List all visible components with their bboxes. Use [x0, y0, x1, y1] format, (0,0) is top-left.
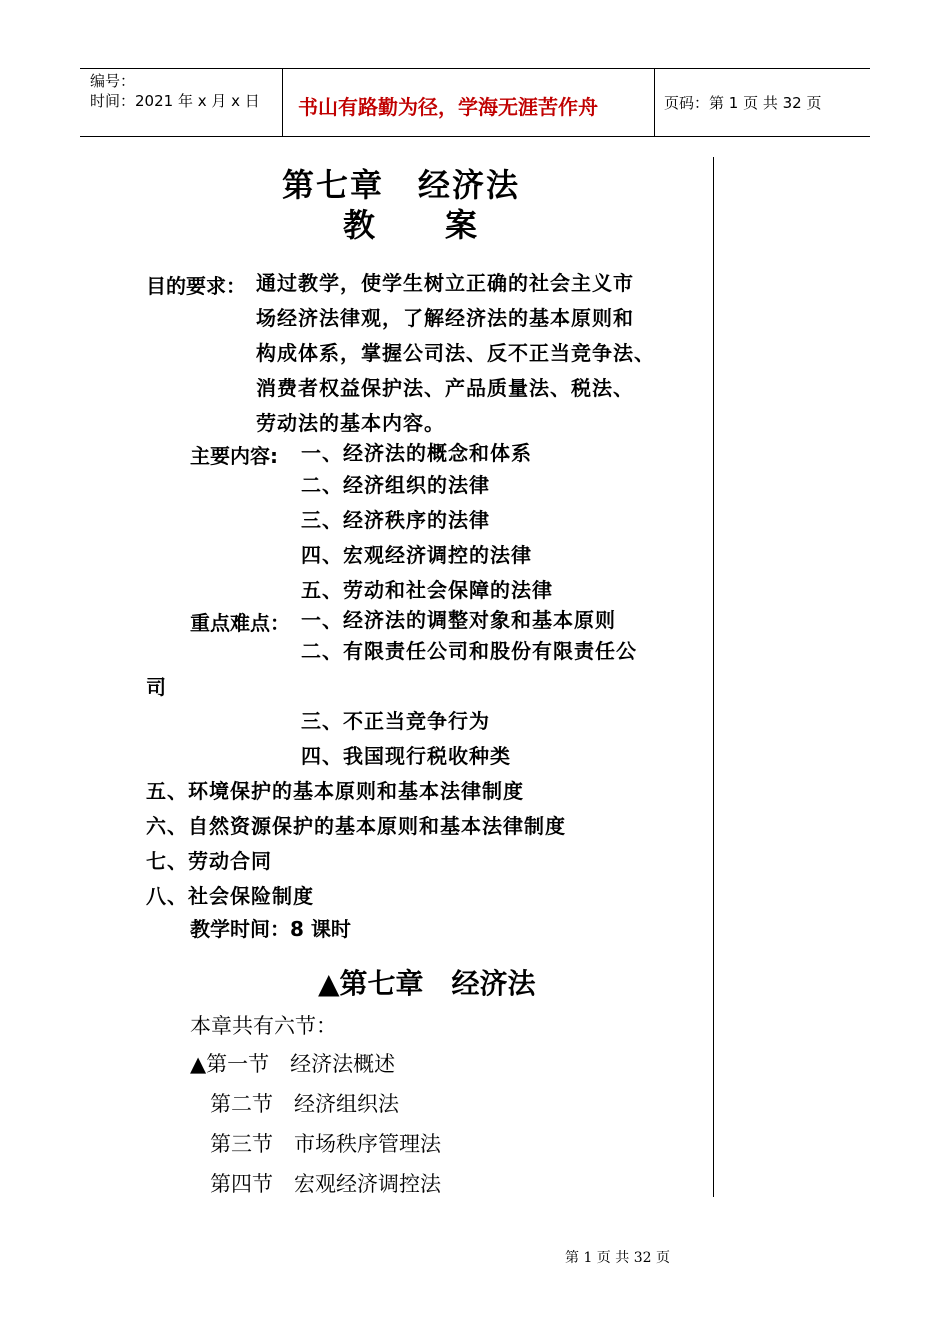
section-item: 第四节 宏观经济调控法 — [210, 1172, 441, 1196]
section-item: ▲第一节 经济法概述 — [190, 1052, 396, 1076]
objectives-label: 目的要求： — [146, 274, 246, 298]
page-footer: 第 1 页 共 32 页 — [565, 1250, 670, 1266]
key-point-item: 二、有限责任公司和股份有限责任公 — [301, 639, 637, 663]
header-top-rule — [80, 68, 870, 69]
objectives-line: 通过教学，使学生树立正确的社会主义市 — [256, 271, 634, 295]
sections-intro: 本章共有六节： — [190, 1014, 337, 1038]
main-content-item: 二、经济组织的法律 — [301, 473, 490, 497]
page-title: 第七章 经济法 — [282, 166, 521, 204]
teaching-time: 教学时间：8 课时 — [190, 917, 351, 941]
page-info: 页码：第 1 页 共 32 页 — [664, 94, 822, 112]
number-label: 编号： — [90, 72, 136, 90]
objectives-line: 构成体系，掌握公司法、反不正当竞争法、 — [256, 341, 655, 365]
key-point-item: 六、自然资源保护的基本原则和基本法律制度 — [146, 814, 566, 838]
margin-rule — [713, 157, 714, 1197]
header-divider-2 — [654, 68, 655, 136]
key-point-item: 三、不正当竞争行为 — [301, 709, 490, 733]
objectives-line: 消费者权益保护法、产品质量法、税法、 — [256, 376, 634, 400]
main-content-item: 五、劳动和社会保障的法律 — [301, 578, 553, 602]
motto: 书山有路勤为径，学海无涯苦作舟 — [298, 95, 598, 119]
key-point-item: 司 — [146, 675, 167, 699]
header-divider-1 — [282, 68, 283, 136]
main-content-item: 四、宏观经济调控的法律 — [301, 543, 532, 567]
section-item: 第二节 经济组织法 — [210, 1092, 399, 1116]
key-point-item: 五、环境保护的基本原则和基本法律制度 — [146, 779, 524, 803]
key-point-item: 一、经济法的调整对象和基本原则 — [301, 608, 616, 632]
main-content-item: 三、经济秩序的法律 — [301, 508, 490, 532]
key-points-label: 重点难点： — [190, 611, 290, 635]
time-label: 时间：2021 年 x 月 x 日 — [90, 92, 260, 110]
chapter-heading: ▲第七章 经济法 — [318, 967, 536, 1000]
main-content-label: 主要内容: — [190, 444, 278, 468]
key-point-item: 八、社会保险制度 — [146, 884, 314, 908]
section-item: 第三节 市场秩序管理法 — [210, 1132, 441, 1156]
objectives-line: 劳动法的基本内容。 — [256, 411, 445, 435]
objectives-line: 场经济法律观，了解经济法的基本原则和 — [256, 306, 634, 330]
key-point-item: 四、我国现行税收种类 — [301, 744, 511, 768]
header-bottom-rule — [80, 136, 870, 137]
page-subtitle: 教 案 — [343, 206, 480, 244]
main-content-item: 一、经济法的概念和体系 — [301, 441, 532, 465]
key-point-item: 七、劳动合同 — [146, 849, 272, 873]
